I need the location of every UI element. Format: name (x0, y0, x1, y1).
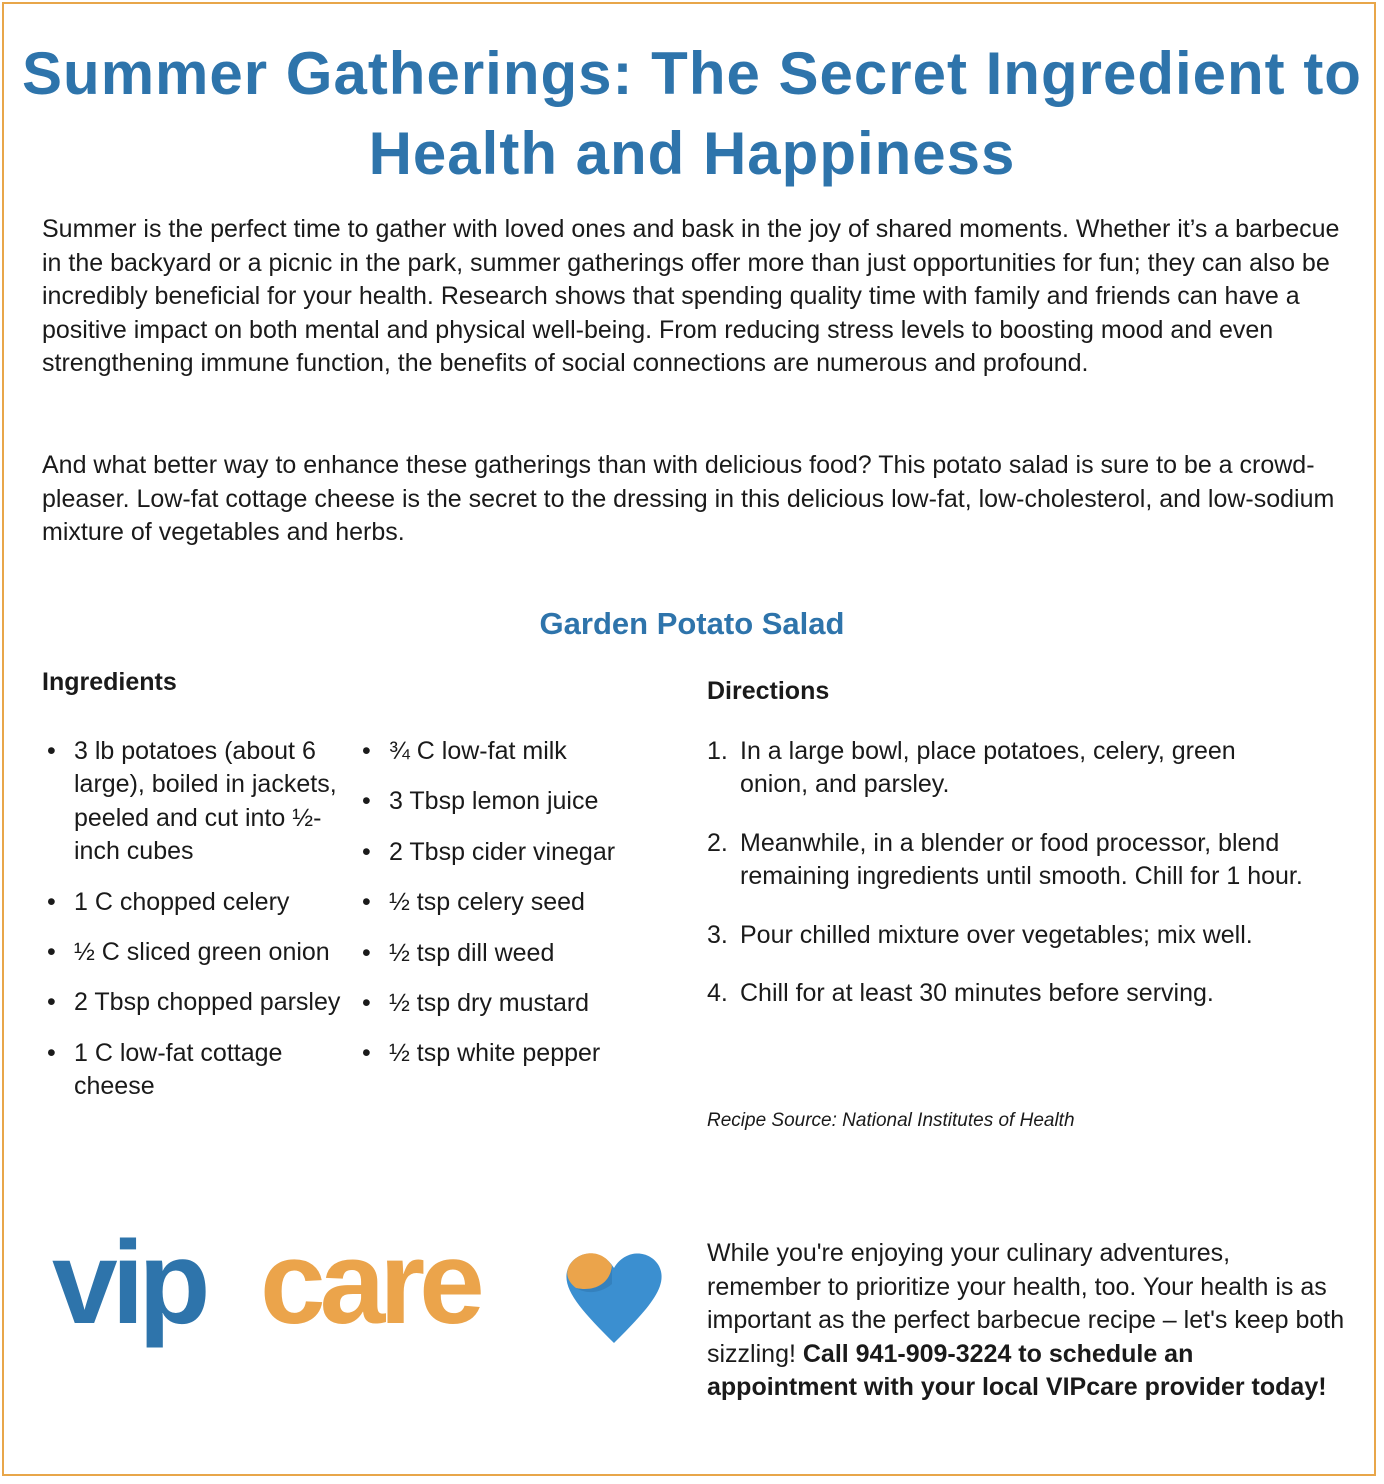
ingredient-text: ½ tsp dry mustard (389, 989, 590, 1018)
ingredient-item (357, 937, 657, 970)
bullet-icon: • (362, 888, 371, 917)
ingredient-item (357, 785, 657, 818)
bullet-icon: • (362, 1039, 371, 1068)
ingredients-list-column-2 (357, 735, 657, 1088)
bullet-icon: • (362, 737, 371, 765)
direction-step (707, 919, 1307, 952)
bullet-icon: • (362, 837, 371, 866)
ingredient-text: ½ C sliced green onion (74, 938, 330, 967)
ingredient-text: 1 C chopped celery (74, 887, 290, 916)
step-text: In a large bowl, place potatoes, celery, green onion, and parsley. (740, 737, 1236, 799)
logo-text-vip: vip (52, 1228, 205, 1349)
ingredient-item (42, 986, 342, 1019)
bullet-icon: • (362, 787, 371, 816)
recipe-source: Recipe Source: National Institutes of Health (707, 1110, 1075, 1131)
ingredient-text: ½ tsp celery seed (389, 888, 585, 917)
bullet-icon: • (47, 988, 56, 1017)
ingredient-text: ¾ C low-fat milk (389, 737, 567, 765)
direction-step (707, 735, 1307, 802)
step-number: 2. (707, 828, 728, 857)
recipe-title: Garden Potato Salad (539, 606, 845, 641)
intro-paragraph-2: And what better way to enhance these gatherings than with delicious food? This potato salad is sure to be a crowd-pleaser. Low-fat cottage cheese is the secret to the dressing in this delicious low-fat, low-cholesterol, and low-sodium mixture of vegetables and herbs. (42, 451, 1335, 547)
ingredient-text: ½ tsp dill weed (389, 938, 555, 967)
step-number: 3. (707, 920, 728, 949)
logo-text-care: care (260, 1228, 479, 1349)
step-number: 4. (707, 979, 728, 1008)
ingredient-item (42, 886, 342, 919)
step-number: 1. (707, 737, 728, 765)
bullet-icon: • (362, 938, 371, 967)
directions-heading: Directions (707, 677, 830, 705)
heart-icon (566, 1253, 661, 1343)
ingredient-item (357, 987, 657, 1020)
ingredients-heading: Ingredients (42, 668, 177, 696)
ingredient-text: 2 Tbsp cider vinegar (389, 837, 616, 866)
direction-step (707, 977, 1307, 1010)
ingredient-item (42, 735, 342, 869)
ingredient-text: 3 Tbsp lemon juice (389, 787, 599, 816)
ingredient-item (357, 886, 657, 919)
bullet-icon: • (47, 737, 56, 765)
ingredient-item (357, 836, 657, 869)
step-text: Pour chilled mixture over vegetables; mix well. (740, 920, 1253, 949)
intro-paragraph-1: Summer is the perfect time to gather with loved ones and bask in the joy of shared moments. Whether it’s a barbecue in the backyard or a picnic in the park, summer gatherings offer more than just opportunities for fun; they can also be incredibly beneficial for your health. Research shows that spending quality time with family and friends can have a positive impact on both mental and physical well-being. From reducing stress levels to boosting mood and even strengthening immune function, the benefits of social connections are numerous and profound. (42, 215, 1340, 378)
ingredient-text: 3 lb potatoes (about 6 large), boiled in jackets, peeled and cut into ½-inch cubes (74, 737, 337, 866)
step-text: Meanwhile, in a blender or food processor, blend remaining ingredients until smooth. Chill for 1 hour. (740, 828, 1303, 891)
ingredient-text: 1 C low-fat cottage cheese (74, 1038, 283, 1101)
closing-message (707, 1237, 1347, 1405)
bullet-icon: • (47, 1038, 56, 1067)
bullet-icon: • (47, 887, 56, 916)
step-text: Chill for at least 30 minutes before serving. (740, 979, 1214, 1008)
ingredient-item (357, 735, 657, 768)
ingredient-item (357, 1037, 657, 1070)
bullet-icon: • (47, 938, 56, 967)
closing-text: While you're enjoying your culinary adventures, remember to prioritize your health, too. Your health is as important as the perfect barbecue recipe – let's keep both sizzling! (707, 1239, 1345, 1368)
direction-step (707, 827, 1307, 894)
ingredient-text: 2 Tbsp chopped parsley (74, 988, 341, 1017)
vipcare-logo (52, 1228, 672, 1368)
directions-list (707, 735, 1307, 1035)
ingredients-list-column-1 (42, 735, 342, 1121)
ingredient-text: ½ tsp white pepper (389, 1039, 601, 1068)
ingredient-item (42, 1037, 342, 1104)
ingredient-item (42, 936, 342, 969)
page-title: Summer Gatherings: The Secret Ingredient to Health and Happiness (22, 40, 1362, 187)
call-to-action: Call 941-909-3224 to schedule an appointment with your local VIPcare provider today! (707, 1339, 1327, 1401)
bullet-icon: • (362, 989, 371, 1018)
